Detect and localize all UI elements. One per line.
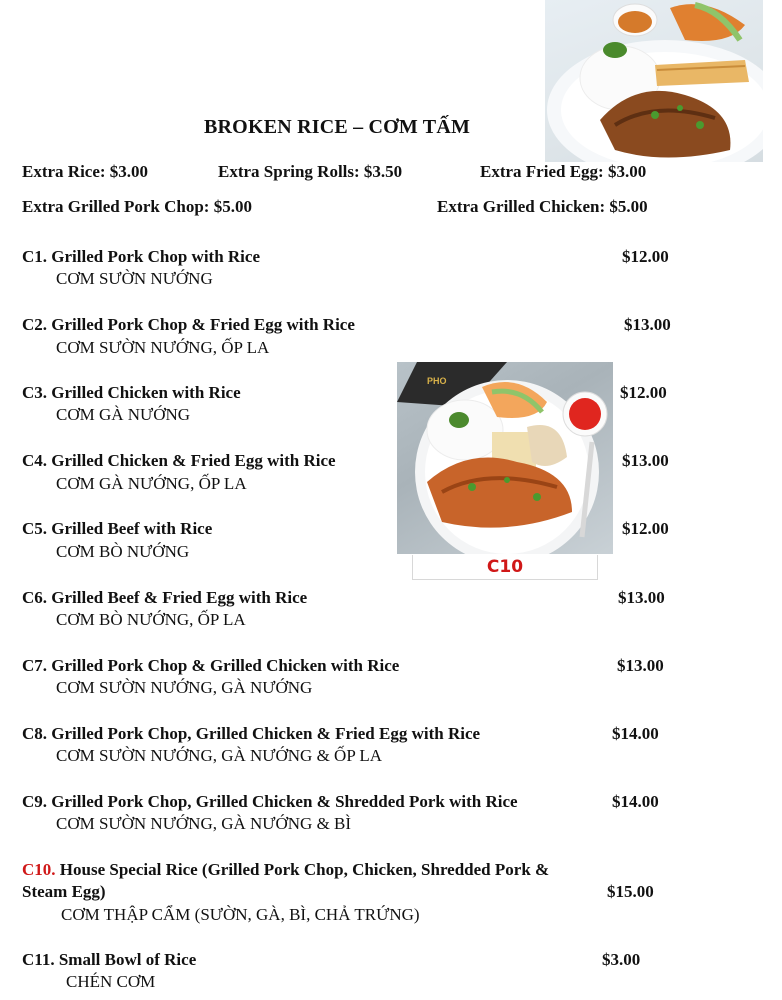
item-name: Grilled Pork Chop, Grilled Chicken & Shredded Pork with Rice xyxy=(51,792,518,811)
item-code: C5. xyxy=(22,519,48,538)
item-c10-name xyxy=(22,860,549,880)
extra-chicken: Extra Grilled Chicken: $5.00 xyxy=(437,197,648,216)
item-c2-price: $13.00 xyxy=(624,315,671,334)
item-c5-price: $12.00 xyxy=(622,519,669,538)
item-c8-price: $14.00 xyxy=(612,724,659,743)
item-c10-name-cont: Steam Egg) xyxy=(22,882,106,901)
item-c10-price: $15.00 xyxy=(607,882,654,901)
item-c9-name xyxy=(22,792,518,812)
photo-caption: C10 xyxy=(412,555,598,580)
item-code: C1. xyxy=(22,247,48,266)
house-special-photo xyxy=(397,362,613,554)
item-c4-price: $13.00 xyxy=(622,451,669,470)
item-c2-name xyxy=(22,315,355,335)
item-c8-viet: CƠM SƯỜN NƯỚNG, GÀ NƯỚNG & ỐP LA xyxy=(56,746,383,765)
item-name: Grilled Chicken & Fried Egg with Rice xyxy=(51,451,336,470)
item-code: C9. xyxy=(22,792,48,811)
item-c11-price: $3.00 xyxy=(602,950,641,969)
item-c3-name xyxy=(22,383,241,403)
item-code: C4. xyxy=(22,451,48,470)
menu-title: BROKEN RICE – CƠM TẤM xyxy=(204,116,471,138)
item-c4-viet: CƠM GÀ NƯỚNG, ỐP LA xyxy=(56,474,247,493)
item-code: C10. xyxy=(22,860,56,879)
extra-fried-egg: Extra Fried Egg: $3.00 xyxy=(480,162,647,181)
item-code: C2. xyxy=(22,315,48,334)
broken-rice-photo-art xyxy=(545,0,763,162)
extra-rice: Extra Rice: $3.00 xyxy=(22,162,149,181)
item-c7-price: $13.00 xyxy=(617,656,664,675)
item-name: Grilled Pork Chop & Fried Egg with Rice xyxy=(51,315,355,334)
item-name: Small Bowl of Rice xyxy=(58,950,197,969)
item-name: Grilled Pork Chop with Rice xyxy=(51,247,260,266)
item-c6-viet: CƠM BÒ NƯỚNG, ỐP LA xyxy=(56,610,246,629)
item-code: C3. xyxy=(22,383,48,402)
item-c8-name xyxy=(22,724,480,744)
item-code: C8. xyxy=(22,724,48,743)
house-special-photo-art xyxy=(397,362,613,554)
item-c11-viet: CHÉN CƠM xyxy=(66,972,156,991)
item-c5-viet: CƠM BÒ NƯỚNG xyxy=(56,542,190,561)
item-c1-name xyxy=(22,247,260,267)
item-c1-viet: CƠM SƯỜN NƯỚNG xyxy=(56,269,213,288)
item-name: Grilled Beef & Fried Egg with Rice xyxy=(51,588,308,607)
broken-rice-photo xyxy=(545,0,763,162)
item-name: House Special Rice (Grilled Pork Chop, Chicken, Shredded Pork & xyxy=(59,860,550,879)
item-c9-price: $14.00 xyxy=(612,792,659,811)
item-c1-price: $12.00 xyxy=(622,247,669,266)
item-code: C11. xyxy=(22,950,55,969)
item-name: Grilled Beef with Rice xyxy=(51,519,213,538)
item-name: Grilled Pork Chop, Grilled Chicken & Fried Egg with Rice xyxy=(51,724,481,743)
item-name: Grilled Pork Chop & Grilled Chicken with Rice xyxy=(51,656,400,675)
extra-spring-rolls: Extra Spring Rolls: $3.50 xyxy=(218,162,403,181)
item-c6-price: $13.00 xyxy=(618,588,665,607)
item-c4-name xyxy=(22,451,336,471)
item-c7-viet: CƠM SƯỜN NƯỚNG, GÀ NƯỚNG xyxy=(56,678,313,697)
item-code: C6. xyxy=(22,588,48,607)
item-c9-viet: CƠM SƯỜN NƯỚNG, GÀ NƯỚNG & BÌ xyxy=(56,814,352,833)
item-c2-viet: CƠM SƯỜN NƯỚNG, ỐP LA xyxy=(56,338,270,357)
item-c3-viet: CƠM GÀ NƯỚNG xyxy=(56,405,191,424)
item-code: C7. xyxy=(22,656,48,675)
item-c5-name xyxy=(22,519,212,539)
svg-text:PHO: PHO xyxy=(427,376,447,386)
item-c10-viet: CƠM THẬP CẨM (SƯỜN, GÀ, BÌ, CHẢ TRỨNG) xyxy=(61,905,420,924)
item-c7-name xyxy=(22,656,399,676)
item-c11-name xyxy=(22,950,196,970)
item-c6-name xyxy=(22,588,307,608)
item-c3-price: $12.00 xyxy=(620,383,667,402)
item-name: Grilled Chicken with Rice xyxy=(51,383,241,402)
extra-pork-chop: Extra Grilled Pork Chop: $5.00 xyxy=(22,197,252,216)
